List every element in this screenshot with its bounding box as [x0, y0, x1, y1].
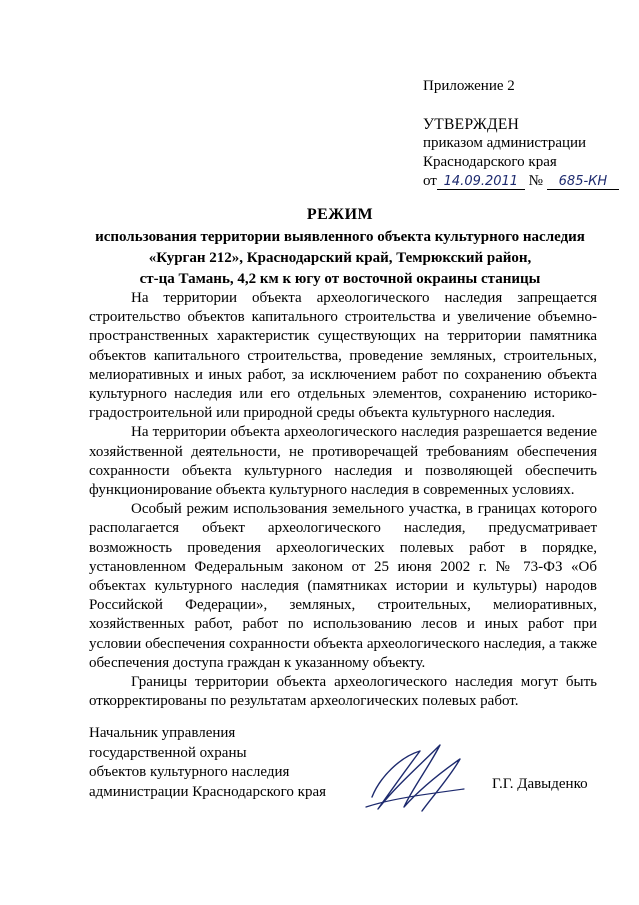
- order-number: 685-КН: [547, 174, 619, 190]
- position-line-3: объектов культурного наследия: [89, 764, 290, 780]
- signer-name: Г.Г. Давыденко: [492, 776, 588, 792]
- position-line-2: государственной охраны: [89, 744, 247, 761]
- title-line-1: использования территории выявленного объекта культурного наследия: [95, 229, 585, 245]
- appendix-label: Приложение 2: [423, 78, 515, 94]
- handwritten-signature: [360, 737, 470, 817]
- approval-stamp: [423, 115, 619, 194]
- position-line-4: администрации Краснодарского края: [89, 783, 327, 800]
- document-body: [89, 289, 597, 711]
- approved-line-1: приказом администрации: [423, 135, 587, 151]
- paragraph-prohibitions: На территории объекта археологического наследия запрещается строительство объектов капитального строительства и увеличение объемно-пространственных характеристик существующих на территории памятника объектов капитального строительства, проведение земляных, строительных, мелиоративных и иных работ, за исключением работ по сохранению объекта культурного наследия или его отдельных элементов, сохранению историко-градостроительной или природной среды объекта культурного наследия.: [89, 290, 597, 422]
- signatory-position: [89, 724, 326, 802]
- title-heading: РЕЖИМ: [306, 206, 374, 223]
- paragraph-boundaries: Границы территории объекта археологического наследия могут быть откорректированы по результатам археологических полевых работ.: [89, 674, 597, 710]
- position-line-1: Начальник управления: [89, 725, 236, 741]
- title-line-3: ст-ца Тамань, 4,2 км к югу от восточной окраины станицы: [139, 271, 541, 287]
- approved-line-2: Краснодарского края: [423, 154, 557, 170]
- order-from-label: от: [423, 173, 437, 189]
- document-title: [80, 204, 600, 290]
- order-number-label: №: [528, 173, 543, 189]
- title-line-2: «Курган 212», Краснодарский край, Темрюкский район,: [148, 250, 532, 266]
- approved-title: УТВЕРЖДЕН: [423, 116, 520, 133]
- order-line: [423, 172, 619, 194]
- order-date: 14.09.2011: [437, 174, 525, 190]
- paragraph-special-regime: Особый режим использования земельного участка, в границах которого располагается объект археологического наследия, предусматривает возможность проведения археологических полевых работ в порядке, установленном Федеральным законом от 25 июня 2002 г. № 73-ФЗ «Об объектах культурного наследия (памятниках истории и культуры) народов Российской Федерации», земляных, строительных, мелиоративных, хозяйственных работ, работ по использованию лесов и иных работ при условии обеспечения сохранности объекта археологического наследия, а также обеспечения доступа граждан к указанному объекту.: [89, 501, 597, 671]
- paragraph-permissions: На территории объекта археологического наследия разрешается ведение хозяйственной деятельности, не противоречащей требованиям обеспечения сохранности объекта культурного наследия и позволяющей обеспечить функционирование объекта культурного наследия в современных условиях.: [89, 424, 597, 499]
